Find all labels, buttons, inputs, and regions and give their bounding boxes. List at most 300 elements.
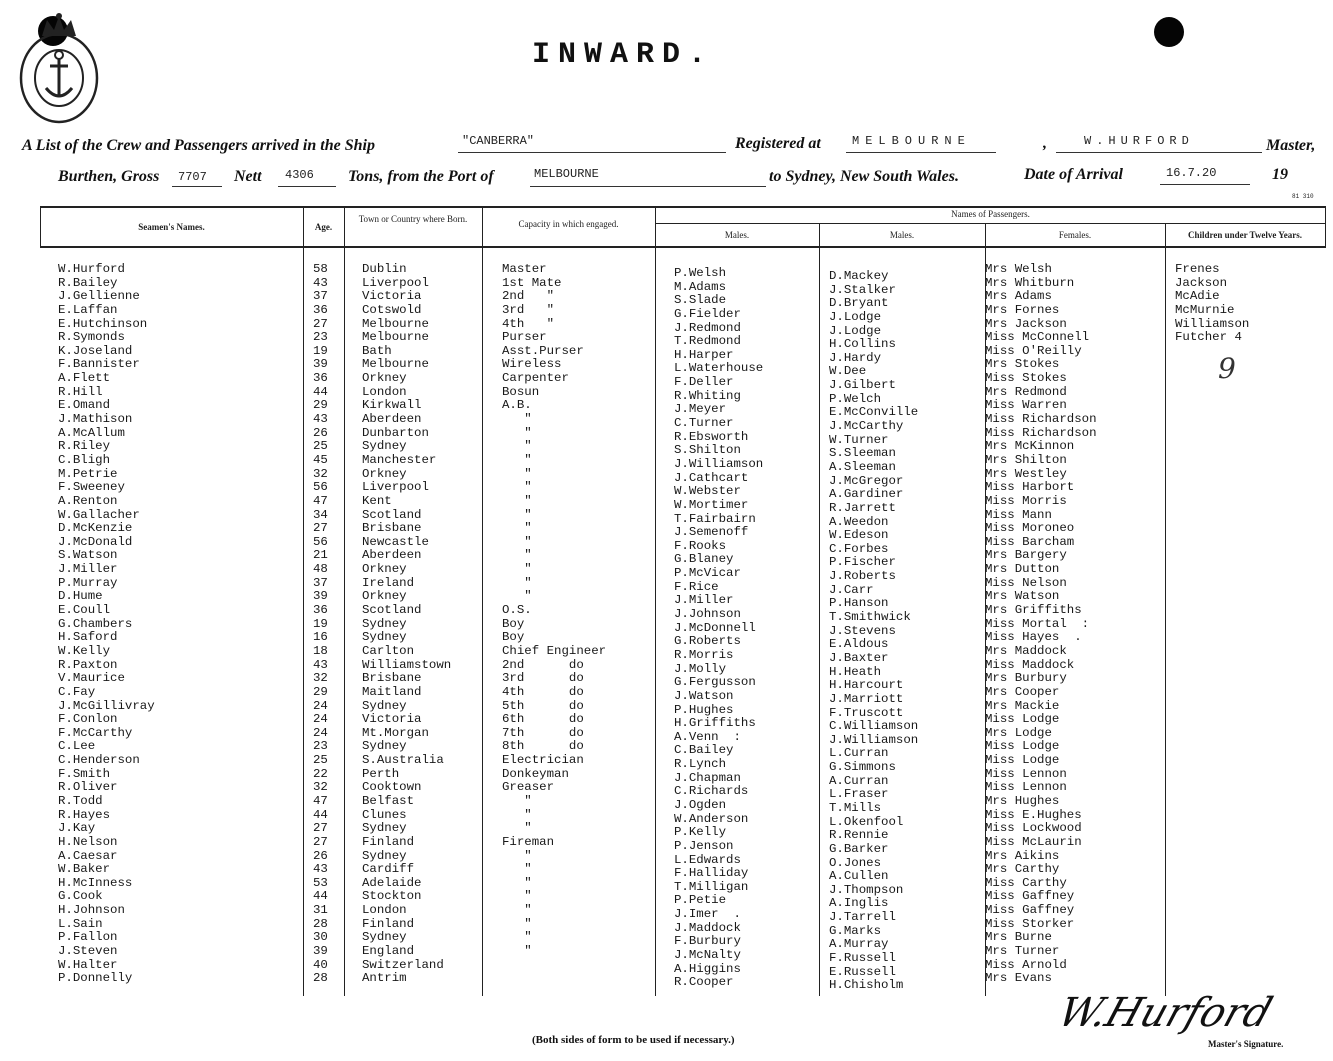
table-cell: 2nd do [502, 657, 584, 672]
punch-hole-right [1154, 17, 1184, 47]
table-cell: R.Ebsworth [674, 429, 749, 444]
table-cell: Miss Barcham [985, 534, 1075, 549]
table-cell: 30 [313, 930, 328, 945]
table-cell: M.Adams [674, 279, 727, 294]
table-cell: H.Nelson [58, 834, 118, 849]
table-cell: R.Paxton [58, 657, 118, 672]
table-cell: Antrim [362, 971, 407, 986]
table-cell: S.Shilton [674, 443, 741, 458]
gross-tons: 7707 [178, 170, 207, 184]
table-cell: W.Kelly [58, 643, 111, 658]
table-cell: " [502, 875, 532, 890]
table-cell: F.Sweeney [58, 480, 125, 495]
nett-tons: 4306 [285, 168, 314, 182]
table-cell: E.Laffan [58, 302, 118, 317]
table-cell: Miss Mortal : [985, 616, 1090, 631]
table-cell: 16 [313, 630, 328, 645]
table-cell: Miss Lodge [985, 753, 1060, 768]
table-cell: Miss Nelson [985, 575, 1067, 590]
table-cell: Mrs Turner [985, 944, 1060, 959]
table-cell: P.Fischer [829, 555, 896, 570]
table-cell: 3rd do [502, 671, 584, 686]
table-cell: Mrs Cooper [985, 684, 1060, 699]
table-cell: Miss McConnell [985, 330, 1090, 345]
table-cell: A.Gardiner [829, 487, 904, 502]
table-cell: Frenes [1175, 262, 1220, 276]
table-cell: J.Williamson [674, 456, 764, 471]
arrival-date-label: Date of Arrival [1024, 166, 1123, 183]
table-cell: " [502, 452, 532, 467]
table-cell: Mrs Stokes [985, 357, 1060, 372]
table-cell: R.Rennie [829, 828, 889, 843]
table-cell: Maitland [362, 684, 422, 699]
table-cell: Williamstown [362, 657, 452, 672]
table-cell: " [502, 944, 532, 959]
table-cell: Bosun [502, 384, 540, 399]
table-cell: 56 [313, 534, 328, 549]
header-females: Females. [1058, 230, 1092, 240]
table-cell: " [502, 807, 532, 822]
table-cell: Miss Lennon [985, 780, 1067, 795]
table-cell: Mrs Aikins [985, 848, 1060, 863]
table-cell: Newcastle [362, 534, 429, 549]
table-cell: A.B. [502, 398, 532, 413]
table-cell: Mrs Redmond [985, 384, 1067, 399]
column-rule-children [1165, 223, 1166, 996]
table-cell: P.Petie [674, 893, 727, 908]
table-cell: 43 [313, 412, 328, 427]
header-age: Age. [314, 222, 333, 232]
table-cell: H.Harcourt [829, 678, 904, 693]
table-cell: 43 [313, 657, 328, 672]
header-born: Town or Country where Born. [358, 214, 468, 224]
table-cell: " [502, 916, 532, 931]
registered-line [846, 152, 996, 153]
table-cell: S.Watson [58, 548, 118, 563]
registered-label: Registered at [735, 135, 821, 152]
passenger-males-2-column [829, 270, 918, 993]
table-cell: R.Whiting [674, 388, 741, 403]
table-cell: 25 [313, 439, 328, 454]
table-cell: Miss Carthy [985, 875, 1067, 890]
table-cell: G.Marks [829, 923, 882, 938]
table-cell: " [502, 821, 532, 836]
table-cell: A.Sleeman [829, 459, 896, 474]
registered-comma: , [1043, 135, 1047, 152]
table-cell: Mrs Burbury [985, 671, 1067, 686]
table-cell: 29 [313, 398, 328, 413]
table-cell: C.Williamson [829, 719, 919, 734]
table-cell: H.Collins [829, 337, 896, 352]
table-cell: Cooktown [362, 780, 422, 795]
table-cell: Adelaide [362, 875, 422, 890]
table-cell: Mrs Hughes [985, 793, 1060, 808]
table-header-rule [40, 246, 1326, 248]
table-cell: Sydney [362, 698, 407, 713]
table-cell: Sydney [362, 848, 407, 863]
table-cell: Miss Richardson [985, 412, 1097, 427]
table-cell: Melbourne [362, 316, 429, 331]
table-cell: R.Jarrett [829, 500, 896, 515]
table-cell: 21 [313, 548, 328, 563]
table-cell: Wireless [502, 357, 562, 372]
table-cell: Mrs Westley [985, 466, 1067, 481]
table-cell: Sydney [362, 630, 407, 645]
table-cell: " [502, 534, 532, 549]
from-port-line [530, 186, 766, 187]
table-cell: G.Roberts [674, 634, 741, 649]
table-cell: London [362, 903, 407, 918]
table-cell: C.Bailey [674, 743, 734, 758]
table-cell: 37 [313, 289, 328, 304]
burthen-label: Burthen, Gross [58, 168, 160, 185]
table-cell: O.S. [502, 603, 532, 618]
table-cell: J.Stevens [829, 623, 896, 638]
table-cell: 45 [313, 452, 328, 467]
master-name: W.HURFORD [1084, 134, 1194, 148]
table-cell: J.Tarrell [829, 910, 896, 925]
table-cell: 39 [313, 589, 328, 604]
table-cell: 44 [313, 384, 328, 399]
table-cell: Miss Moroneo [985, 521, 1075, 536]
table-cell: 44 [313, 807, 328, 822]
table-cell: G.Barker [829, 841, 889, 856]
table-cell: F.Truscott [829, 705, 904, 720]
table-cell: Mrs Evans [985, 971, 1052, 986]
table-cell: Brisbane [362, 521, 422, 536]
table-cell: " [502, 548, 532, 563]
table-cell: Sydney [362, 930, 407, 945]
table-cell: F.Bannister [58, 357, 140, 372]
table-cell: W.Turner [829, 432, 889, 447]
table-cell: 36 [313, 371, 328, 386]
table-cell: J.Johnson [674, 607, 741, 622]
table-cell: Carpenter [502, 371, 569, 386]
table-cell: J.Redmond [674, 320, 741, 335]
table-cell: Miss Lockwood [985, 821, 1082, 836]
shipping-master-seal [14, 8, 104, 126]
table-cell: R.Oliver [58, 780, 118, 795]
table-cell: 44 [313, 889, 328, 904]
passenger-females-column [985, 263, 1097, 986]
table-cell: R.Bailey [58, 275, 118, 290]
table-cell: Miss Morris [985, 493, 1067, 508]
table-cell: J.McDonnell [674, 620, 756, 635]
table-cell: T.Fairbairn [674, 511, 756, 526]
table-cell: Belfast [362, 793, 415, 808]
table-cell: A.Murray [829, 937, 889, 952]
gross-line [172, 186, 222, 187]
table-cell: " [502, 589, 532, 604]
table-cell: E.Aldous [829, 637, 889, 652]
table-cell: Miss Lodge [985, 712, 1060, 727]
table-cell: J.Baxter [829, 650, 889, 665]
table-cell: F.Rice [674, 579, 719, 594]
table-cell: G.Chambers [58, 616, 133, 631]
table-cell: Miss Arnold [985, 957, 1067, 972]
table-cell: J.Miller [58, 562, 118, 577]
table-cell: Stockton [362, 889, 422, 904]
table-cell: 25 [313, 753, 328, 768]
table-cell: " [502, 439, 532, 454]
table-cell: Cardiff [362, 862, 415, 877]
table-cell: J.Ogden [674, 797, 727, 812]
table-cell: " [502, 480, 532, 495]
table-cell: 27 [313, 821, 328, 836]
header-passengers: Names of Passengers. [951, 209, 1030, 219]
table-cell: Sydney [362, 616, 407, 631]
table-cell: Donkeyman [502, 766, 569, 781]
table-cell: H.Chisholm [829, 978, 904, 993]
table-cell: C.Lee [58, 739, 96, 754]
table-cell: 24 [313, 698, 328, 713]
table-cell: G.Fergusson [674, 675, 756, 690]
table-cell: 28 [313, 971, 328, 986]
passenger-tally-mark: 9 [1218, 352, 1236, 385]
table-cell: Miss Mann [985, 507, 1052, 522]
table-cell: J.Williamson [829, 732, 919, 747]
table-cell: Perth [362, 766, 400, 781]
table-cell: Miss Hayes . [985, 630, 1082, 645]
table-cell: " [502, 493, 532, 508]
table-cell: R.Lynch [674, 757, 727, 772]
footer-note: (Both sides of form to be used if necessary.) [532, 1034, 735, 1046]
table-cell: Purser [502, 330, 547, 345]
table-cell: P.Welsh [674, 266, 727, 280]
table-cell: E.Coull [58, 603, 111, 618]
table-cell: G.Simmons [829, 760, 896, 775]
table-cell: R.Todd [58, 793, 103, 808]
table-cell: " [502, 425, 532, 440]
table-cell: T.Smithwick [829, 610, 911, 625]
table-cell: J.Thompson [829, 882, 904, 897]
table-cell: A.Weedon [829, 514, 889, 529]
table-cell: Dublin [362, 262, 407, 276]
table-cell: P.Welch [829, 391, 882, 406]
table-cell: 31 [313, 903, 328, 918]
registered-port: MELBOURNE [852, 134, 971, 148]
table-cell: 18 [313, 643, 328, 658]
arrival-date-line [1160, 184, 1250, 185]
table-cell: R.Morris [674, 647, 734, 662]
table-cell: Brisbane [362, 671, 422, 686]
master-signature-label: Master's Signature. [1208, 1039, 1284, 1049]
table-cell: Liverpool [362, 275, 429, 290]
master-name-line [1056, 152, 1262, 153]
table-cell: R.Riley [58, 439, 111, 454]
table-cell: Mt.Morgan [362, 725, 429, 740]
table-cell: H.McInness [58, 875, 133, 890]
table-cell: Asst.Purser [502, 343, 584, 358]
column-rule-capacity [482, 206, 483, 996]
table-cell: Orkney [362, 371, 407, 386]
table-cell: W.Gallacher [58, 507, 140, 522]
table-cell: 56 [313, 480, 328, 495]
table-cell: England [362, 944, 415, 959]
table-cell: G.Blaney [674, 552, 734, 567]
table-cell: K.Joseland [58, 343, 133, 358]
table-cell: P.Murray [58, 575, 118, 590]
table-cell: J.McCarthy [829, 419, 904, 434]
table-cell: Ireland [362, 575, 415, 590]
table-cell: Kirkwall [362, 398, 422, 413]
table-cell: J.Lodge [829, 309, 882, 324]
table-cell: Mrs Whitburn [985, 275, 1075, 290]
table-cell: Mrs Lodge [985, 725, 1052, 740]
table-cell: Mrs Shilton [985, 452, 1067, 467]
table-cell: Mrs Welsh [985, 262, 1052, 276]
table-cell: Greaser [502, 780, 555, 795]
table-cell: Electrician [502, 753, 584, 768]
table-cell: J.Semenoff [674, 525, 749, 540]
table-cell: Mrs McKinnon [985, 439, 1075, 454]
table-cell: L.Sain [58, 916, 103, 931]
table-cell: Cotswold [362, 302, 422, 317]
table-cell: " [502, 562, 532, 577]
table-cell: Miss Storker [985, 916, 1075, 931]
table-cell: 3rd " [502, 302, 555, 317]
table-cell: Switzerland [362, 957, 444, 972]
table-cell: Mrs Adams [985, 289, 1052, 304]
table-cell: 28 [313, 916, 328, 931]
table-cell: Clunes [362, 807, 407, 822]
table-cell: " [502, 466, 532, 481]
table-cell: J.McGregor [829, 473, 904, 488]
table-cell: 39 [313, 357, 328, 372]
table-cell: 58 [313, 262, 328, 276]
table-cell: T.Redmond [674, 334, 741, 349]
table-cell: Mrs Watson [985, 589, 1060, 604]
table-cell: 48 [313, 562, 328, 577]
table-cell: Miss Warren [985, 398, 1067, 413]
table-cell: " [502, 862, 532, 877]
table-cell: 43 [313, 862, 328, 877]
table-cell: A.Higgins [674, 961, 741, 976]
destination-label: to Sydney, New South Wales. [769, 168, 959, 185]
table-cell: " [502, 848, 532, 863]
passenger-children-column [1175, 263, 1249, 345]
table-cell: Mrs Maddock [985, 643, 1067, 658]
table-cell: W.Anderson [674, 811, 749, 826]
table-cell: Victoria [362, 712, 422, 727]
table-cell: P.Hanson [829, 596, 889, 611]
table-cell: Boy [502, 630, 525, 645]
table-cell: H.Griffiths [674, 716, 756, 731]
table-cell: D.Mackey [829, 269, 889, 283]
table-cell: J.Miller [674, 593, 734, 608]
arrival-year: 19 [1272, 166, 1288, 183]
table-cell: London [362, 384, 407, 399]
table-cell: P.Hughes [674, 702, 734, 717]
table-cell: J.Kay [58, 821, 96, 836]
table-cell: McAdie [1175, 289, 1220, 304]
table-cell: 27 [313, 316, 328, 331]
table-cell: F.McCarthy [58, 725, 133, 740]
ship-name: "CANBERRA" [462, 134, 535, 148]
table-cell: " [502, 903, 532, 918]
table-cell: McMurnie [1175, 302, 1235, 317]
table-cell: M.Petrie [58, 466, 118, 481]
table-cell: 29 [313, 684, 328, 699]
table-cell: Fireman [502, 834, 555, 849]
table-cell: R.Symonds [58, 330, 125, 345]
table-cell: Mrs Fornes [985, 302, 1060, 317]
table-cell: " [502, 889, 532, 904]
document-title: INWARD. [532, 38, 715, 72]
table-cell: Mrs Dutton [985, 562, 1060, 577]
table-cell: R.Hill [58, 384, 103, 399]
table-cell: Mrs Mackie [985, 698, 1060, 713]
table-cell: E.Russell [829, 964, 896, 979]
table-cell: W.Webster [674, 484, 741, 499]
table-cell: E.Hutchinson [58, 316, 148, 331]
table-cell: Miss Lodge [985, 739, 1060, 754]
header-capacity: Capacity in which engaged. [518, 219, 619, 229]
nett-line [278, 186, 336, 187]
table-cell: 40 [313, 957, 328, 972]
table-cell: J.Stalker [829, 282, 896, 297]
table-cell: D.McKenzie [58, 521, 133, 536]
table-cell: C.Turner [674, 416, 734, 431]
table-cell: Miss Gaffney [985, 903, 1075, 918]
table-cell: P.McVicar [674, 566, 741, 581]
table-cell: Jackson [1175, 275, 1228, 290]
table-cell: 1st Mate [502, 275, 562, 290]
table-cell: Manchester [362, 452, 437, 467]
table-cell: 19 [313, 616, 328, 631]
table-cell: J.Cathcart [674, 470, 749, 485]
table-cell: L.Okenfool [829, 814, 904, 829]
table-cell: Mrs Griffiths [985, 603, 1082, 618]
table-cell: Master [502, 262, 547, 276]
table-cell: 7th do [502, 725, 584, 740]
table-cell: " [502, 521, 532, 536]
table-cell: Scotland [362, 603, 422, 618]
table-cell: J.McDonald [58, 534, 133, 549]
table-cell: J.Carr [829, 582, 874, 597]
ship-name-line [458, 152, 726, 153]
table-cell: J.Steven [58, 944, 118, 959]
table-cell: Bath [362, 343, 392, 358]
table-cell: E.Omand [58, 398, 111, 413]
table-cell: Finland [362, 916, 415, 931]
table-cell: E.McConville [829, 405, 919, 420]
column-rule-age [303, 206, 304, 996]
table-cell: 23 [313, 739, 328, 754]
table-cell: J.Lodge [829, 323, 882, 338]
table-cell: 24 [313, 712, 328, 727]
table-cell: W.Halter [58, 957, 118, 972]
crew-born-column [362, 263, 451, 986]
table-cell: A.McAllum [58, 425, 125, 440]
table-cell: 4th do [502, 684, 584, 699]
table-cell: Sydney [362, 821, 407, 836]
table-cell: Finland [362, 834, 415, 849]
table-cell: 53 [313, 875, 328, 890]
table-cell: Sydney [362, 739, 407, 754]
table-cell: W.Edeson [829, 528, 889, 543]
table-cell: Boy [502, 616, 525, 631]
table-cell: L.Fraser [829, 787, 889, 802]
table-cell: J.Roberts [829, 569, 896, 584]
table-cell: 23 [313, 330, 328, 345]
table-cell: Miss Maddock [985, 657, 1075, 672]
table-cell: V.Maurice [58, 671, 125, 686]
from-port: MELBOURNE [534, 167, 599, 181]
table-cell: P.Donnelly [58, 971, 133, 986]
table-cell: 47 [313, 493, 328, 508]
column-rule-males1 [655, 206, 656, 996]
